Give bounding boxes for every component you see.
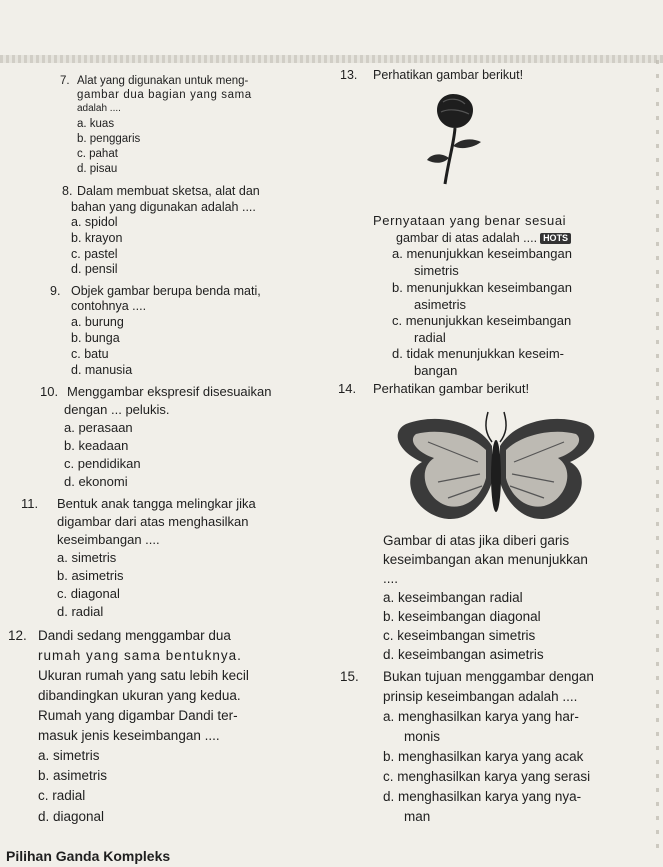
question-stem-line: keseimbangan .... bbox=[57, 532, 160, 547]
answer-option[interactable]: b. keseimbangan diagonal bbox=[383, 609, 541, 624]
question-stem-line: gambar dua bagian yang sama bbox=[77, 89, 252, 101]
answer-option[interactable]: b. menunjukkan keseimbangan bbox=[392, 280, 572, 295]
answer-option[interactable]: b. krayon bbox=[71, 231, 123, 245]
hots-badge: HOTS bbox=[540, 233, 571, 244]
question-stem-line: Ukuran rumah yang satu lebih kecil bbox=[38, 668, 249, 683]
question-stem-line: Bentuk anak tangga melingkar jika bbox=[57, 496, 256, 511]
question-stem-line: Dalam membuat sketsa, alat dan bbox=[77, 184, 260, 198]
question-number: 10. bbox=[40, 384, 59, 399]
question-stem-line: Alat yang digunakan untuk meng- bbox=[77, 75, 249, 87]
question-stem-line: Gambar di atas jika diberi garis bbox=[383, 533, 570, 548]
question-stem-line: Rumah yang digambar Dandi ter- bbox=[38, 708, 238, 723]
answer-option[interactable]: a. spidol bbox=[71, 215, 118, 229]
answer-option-continuation: radial bbox=[414, 330, 446, 345]
question-stem-line: keseimbangan akan menunjukkan bbox=[383, 552, 588, 567]
answer-option[interactable]: c. pastel bbox=[71, 247, 118, 261]
question-stem-line: Dandi sedang menggambar dua bbox=[38, 628, 231, 643]
question-stem-line: Pernyataan yang benar sesuai bbox=[373, 213, 567, 228]
question-stem-line: digambar dari atas menghasilkan bbox=[57, 514, 249, 529]
question-stem-line: Bukan tujuan menggambar dengan bbox=[383, 669, 594, 684]
question-stem-line: masuk jenis keseimbangan .... bbox=[38, 728, 220, 743]
answer-option[interactable]: d. pensil bbox=[71, 262, 118, 276]
answer-option[interactable]: a. keseimbangan radial bbox=[383, 590, 523, 605]
answer-option[interactable]: b. keadaan bbox=[64, 438, 129, 453]
question-number: 7. bbox=[60, 75, 70, 87]
answer-option[interactable]: c. pahat bbox=[77, 148, 118, 160]
question-stem-line: dengan ... pelukis. bbox=[64, 402, 170, 417]
answer-option[interactable]: b. asimetris bbox=[38, 768, 108, 783]
answer-option[interactable]: d. ekonomi bbox=[64, 474, 128, 489]
question-number: 12. bbox=[8, 628, 27, 643]
answer-option[interactable]: d. radial bbox=[57, 604, 104, 619]
question-number: 15. bbox=[340, 669, 359, 684]
question-number: 14. bbox=[338, 381, 357, 396]
question-stem-line: .... bbox=[383, 571, 399, 586]
question-number: 9. bbox=[50, 284, 61, 298]
answer-option[interactable]: c. menunjukkan keseimbangan bbox=[392, 313, 572, 328]
answer-option[interactable]: b. penggaris bbox=[77, 133, 141, 145]
question-stem-line: contohnya .... bbox=[71, 299, 147, 313]
answer-option[interactable]: c. pendidikan bbox=[64, 456, 141, 471]
answer-option[interactable]: a. kuas bbox=[77, 118, 115, 130]
answer-option[interactable]: a. perasaan bbox=[64, 420, 133, 435]
butterfly-illustration bbox=[388, 402, 604, 530]
section-title: Pilihan Ganda Kompleks bbox=[6, 848, 171, 864]
answer-option[interactable]: c. batu bbox=[71, 347, 109, 361]
question-stem-line: rumah yang sama bentuknya. bbox=[38, 648, 242, 663]
answer-option-continuation: monis bbox=[404, 729, 441, 744]
question-stem-line: adalah .... bbox=[77, 103, 121, 114]
answer-option[interactable]: a. simetris bbox=[57, 550, 117, 565]
answer-option[interactable]: b. asimetris bbox=[57, 568, 124, 583]
answer-option[interactable]: b. bunga bbox=[71, 331, 120, 345]
answer-option-continuation: man bbox=[404, 809, 431, 824]
question-stem-line: dibandingkan ukuran yang kedua. bbox=[38, 688, 241, 703]
answer-option[interactable]: d. pisau bbox=[77, 163, 118, 175]
answer-option[interactable]: d. diagonal bbox=[38, 809, 105, 824]
answer-option[interactable]: c. keseimbangan simetris bbox=[383, 628, 536, 643]
question-stem-line: Objek gambar berupa benda mati, bbox=[71, 284, 261, 298]
question-stem-line: prinsip keseimbangan adalah .... bbox=[383, 689, 578, 704]
answer-option[interactable]: a. burung bbox=[71, 315, 124, 329]
question-number: 13. bbox=[340, 68, 358, 82]
question-stem-line: Perhatikan gambar berikut! bbox=[373, 68, 524, 82]
answer-option[interactable]: a. menghasilkan karya yang har- bbox=[383, 709, 579, 724]
answer-option[interactable]: d. keseimbangan asimetris bbox=[383, 647, 544, 662]
answer-option[interactable]: d. manusia bbox=[71, 363, 133, 377]
question-number: 8. bbox=[62, 184, 73, 198]
answer-option-continuation: bangan bbox=[414, 363, 458, 378]
answer-option[interactable]: d. tidak menunjukkan keseim- bbox=[392, 346, 564, 361]
answer-option[interactable]: a. simetris bbox=[38, 748, 100, 763]
question-stem-line: gambar di atas adalah .... HOTS bbox=[396, 230, 571, 246]
answer-option[interactable]: b. menghasilkan karya yang acak bbox=[383, 749, 584, 764]
answer-option[interactable]: c. menghasilkan karya yang serasi bbox=[383, 769, 591, 784]
answer-option[interactable]: c. diagonal bbox=[57, 586, 120, 601]
answer-option[interactable]: a. menunjukkan keseimbangan bbox=[392, 246, 572, 261]
answer-option-continuation: simetris bbox=[414, 263, 459, 278]
question-stem-line: bahan yang digunakan adalah .... bbox=[71, 200, 256, 214]
question-stem-line: Perhatikan gambar berikut! bbox=[373, 381, 530, 396]
answer-option-continuation: asimetris bbox=[414, 297, 467, 312]
answer-option[interactable]: c. radial bbox=[38, 788, 86, 803]
question-number: 11. bbox=[21, 496, 39, 511]
rose-illustration bbox=[415, 88, 495, 188]
question-stem-line: Menggambar ekspresif disesuaikan bbox=[67, 384, 272, 399]
answer-option[interactable]: d. menghasilkan karya yang nya- bbox=[383, 789, 582, 804]
